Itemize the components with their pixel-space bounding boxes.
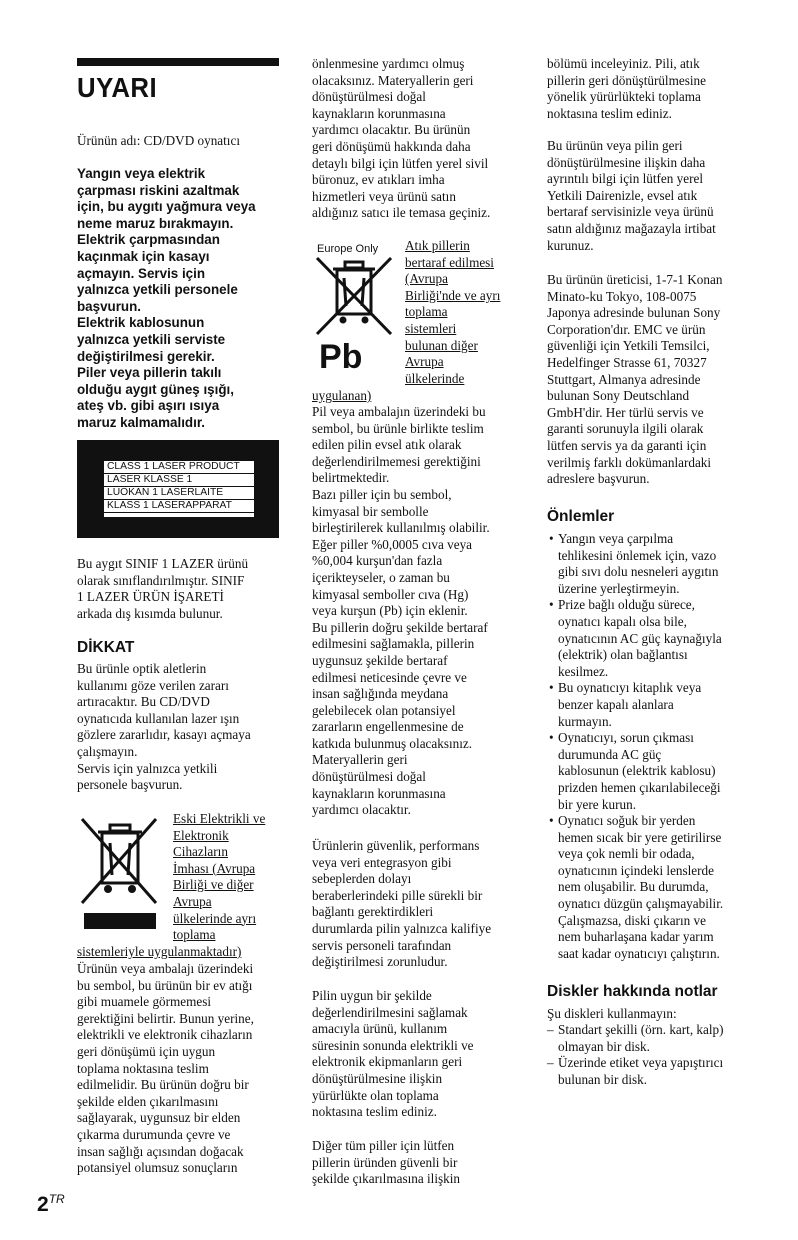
text-line: sembol, bu ürünle birlikte teslim (312, 420, 484, 436)
europe-only-label: Europe Only (317, 243, 379, 255)
text-line: GmbH'dir. Her türlü servis ve (547, 404, 704, 420)
text-line: yardımcı olacaktır. (312, 802, 411, 818)
text-line: dönüştürülmesine ilişkin daha (547, 154, 706, 170)
list-item-line: • Oynatıcıyı, sorun çıkması (558, 730, 694, 746)
text-line: Pil veya ambalajın üzerindeki bu (312, 404, 486, 419)
battery-heading-line: bertaraf edilmesi (405, 254, 494, 270)
text-line: beraberlerindeki pille sürekli bir (312, 887, 483, 903)
list-item-line: oynatıcının içindeki lenslerde (558, 862, 715, 878)
list-item-line: nem buharlaşana kadar yarım (558, 929, 714, 945)
battery-heading-line: Avrupa (405, 354, 444, 370)
battery-heading-line: Atık pillerin (405, 238, 470, 253)
text-line: aldığınız satıcı ile temasa geçiniz. (312, 205, 491, 221)
text-line: noktasına teslim ediniz. (547, 105, 672, 121)
laser-text (77, 556, 282, 622)
text-line: değerlendirilmesini sağlamak (312, 1004, 468, 1020)
text-line: çıkarma durumunda çevre ve (77, 1126, 231, 1142)
text-line: noktasına teslim ediniz. (312, 1104, 437, 1120)
list-item-line: – Üzerinde etiket veya yapıştırıcı (558, 1055, 724, 1071)
disc-intro: Şu diskleri kullanmayın: (547, 1006, 677, 1021)
warning-line: yalnızca yetkili serviste (77, 331, 226, 347)
weee-tail: sistemleriyle uygulanmaktadır) (77, 944, 242, 959)
text-line: bölümü inceleyiniz. Pili, atık (547, 56, 700, 71)
text-line: edilmelidir. Bu ürünün doğru bir (77, 1077, 249, 1093)
text-line: şekilde çıkarılmasına ilişkin (312, 1171, 460, 1187)
text-line: 1 LAZER ÜRÜN İŞARETİ (77, 589, 224, 605)
text-line: dönüştürülmesine ilişkin (312, 1070, 443, 1086)
laser-label (104, 461, 254, 517)
text-line: yardımcı olacaktır. Bu ürünün (312, 122, 471, 138)
battery-heading-line: sistemleri (405, 320, 457, 336)
battery-heading-line: ülkelerinde (405, 370, 465, 386)
product-name: Ürünün adı: CD/DVD oynatıcı (77, 133, 240, 148)
text-line: lütfen servis ya da garanti için (547, 437, 707, 453)
text-line: değiştirilmesi zorunludur. (312, 954, 448, 970)
text-line: Bu ürünün veya pilin geri (547, 138, 683, 153)
text-line: sağlayarak, uygunsuz bir elden (77, 1110, 241, 1126)
weee-heading-line: Eski Elektrikli ve (173, 811, 266, 826)
text-line: değerlendirilmemesi gerektiğini (312, 453, 481, 469)
laser-label-line: KLASS 1 LASERAPPARAT (104, 500, 254, 513)
text-line: Corporation'dır. EMC ve ürün (547, 321, 706, 337)
battery-heading (405, 238, 500, 387)
weee-bin-icon (80, 815, 160, 935)
battery-text (312, 404, 527, 819)
weee-text (77, 961, 282, 1177)
text-line: uygunsuz şekilde bertaraf (312, 652, 448, 668)
list-item (547, 730, 762, 813)
list-item (547, 813, 762, 962)
text-line: Stuttgart, Almanya adresinde (547, 371, 701, 387)
list-item-line: • Prize bağlı olduğu sürece, (558, 597, 695, 613)
dikkat-text (77, 661, 282, 794)
list-item-line: veya çok nemli bir odada, (558, 846, 695, 862)
text-line: pillerin üründen güvenli bir (312, 1154, 458, 1170)
text-line: kurunuz. (547, 237, 594, 253)
battery-tail: uygulanan) (312, 388, 372, 403)
text-line: içerikteyseler, o zaman bu (312, 569, 450, 585)
text-line: ayrıntılı bilgi için lütfen yerel (547, 171, 704, 187)
list-item (547, 1022, 767, 1055)
list-item-line: üzerine yerleştirmeyin. (558, 580, 680, 596)
weee-heading-line: İmhası (Avrupa (173, 860, 256, 876)
list-item-line: (elektrik) olan bağlantısı (558, 647, 688, 663)
warning-line: maruz kalmamalıdır. (77, 414, 206, 430)
text-line: amacıyla ürünü, kullanım (312, 1021, 448, 1037)
onlemler-heading: Önlemler (547, 508, 615, 525)
warning-line: Yangın veya elektrik (77, 166, 206, 181)
text-line: Ürünün veya ambalajı üzerindeki (77, 961, 254, 976)
text-line: geri dönüşümü hakkında daha (312, 138, 471, 154)
list-item (547, 680, 762, 730)
text-line: Diğer tüm piller için lütfen (312, 1138, 455, 1153)
pb-label: Pb (319, 338, 363, 374)
text-line: veya kurşun (Pb) için eklenir. (312, 603, 468, 619)
text-line: servis personeli tarafından (312, 937, 452, 953)
dikkat-heading: DİKKAT (77, 639, 135, 656)
list-item-line: durumunda AC güç (558, 746, 662, 762)
text-line: Bu ürünle optik aletlerin (77, 661, 207, 676)
battery-heading-line: toplama (405, 304, 448, 320)
text-line: detaylı bilgi için lütfen yerel sivil (312, 155, 489, 171)
warning-line: Elektrik çarpmasından (77, 232, 220, 248)
warning-line: yalnızca yetkili personele (77, 282, 238, 298)
text-line: verilmiş farklı dokümanlardaki (547, 454, 712, 470)
text-line: bulunan Sony Deutschland (547, 388, 690, 404)
text-line: belirtmektedir. (312, 470, 390, 486)
text-line: kullanımı göze verilen zararı (77, 677, 229, 693)
list-item-line: prizden hemen çıkarılabileceği (558, 779, 721, 795)
col3-p3 (547, 272, 762, 488)
onlemler-list (547, 531, 762, 962)
text-line: Minato-ku Tokyo, 108-0075 (547, 288, 697, 304)
text-line: gibi muamele görmemesi (77, 994, 212, 1010)
list-item-line: nem oluşabilir. Bu durumda, (558, 879, 709, 895)
warning-line: ateş vb. gibi aşırı ısıya (77, 398, 220, 414)
col2-top-text (312, 56, 527, 222)
battery-heading-line: Birliği'nde ve ayrı (405, 287, 501, 303)
list-item-line: Çalışmazsa, diski çıkarın ve (558, 912, 706, 928)
list-item-line: gibi sıvı dolu nesneleri aygıtın (558, 564, 719, 580)
disposal-text (312, 988, 527, 1121)
list-item-line: olmayan bir disk. (558, 1038, 650, 1054)
warning-line: için, bu aygıtı yağmura veya (77, 199, 256, 215)
laser-label-line: LASER KLASSE 1 (104, 474, 254, 487)
battery-heading-line: bulunan diğer (405, 337, 478, 353)
text-line: Materyallerin geri (312, 752, 408, 768)
text-line: katkıda bulunmuş olacaksınız. (312, 735, 473, 751)
battery-bin-icon (313, 240, 397, 374)
list-item-line: – Standart şekilli (örn. kart, kalp) (558, 1022, 724, 1037)
list-item (547, 1055, 767, 1088)
warning-line: neme maruz bırakmayın. (77, 215, 234, 231)
weee-heading-line: Avrupa (173, 893, 212, 909)
warning-line: Elektrik kablosunun (77, 315, 205, 331)
text-line: Pilin uygun bir şekilde (312, 988, 432, 1003)
list-item (547, 531, 762, 597)
text-line: bertaraf servisinizle veya ürünü (547, 204, 714, 220)
weee-heading-line: Elektronik (173, 827, 229, 843)
text-line: adreslere başvurun. (547, 471, 650, 487)
text-line: insan sağlığı açısından doğacak (77, 1143, 244, 1159)
col3-p1 (547, 56, 762, 122)
weee-heading-line: toplama (173, 927, 216, 943)
list-item-line: bir yere kurun. (558, 796, 636, 812)
text-line: Hedelfinger Strasse 61, 70327 (547, 354, 707, 370)
text-line: Bu ürünün üreticisi, 1-7-1 Konan (547, 272, 723, 287)
list-item-line: benzer kapalı alanlara (558, 696, 674, 712)
text-line: %0,004 kurşun'dan fazla (312, 553, 443, 569)
list-item-line: kablosunun (elektrik kablosu) (558, 763, 716, 779)
list-item-line: oynatıcının AC güç kaynağıyla (558, 630, 722, 646)
text-line: insan sağlığında meydana (312, 686, 449, 702)
text-line: Bazı piller için bu sembol, (312, 486, 452, 502)
col3-p2 (547, 138, 762, 254)
text-line: birleştirilerek kullanılmış olabilir. (312, 520, 490, 536)
safety-text (312, 838, 527, 971)
text-line: geri dönüşümü için uygun (77, 1043, 216, 1059)
text-line: büronuz, ev atıkları imha (312, 172, 445, 188)
list-item-line: hemen sıcak bir yere getirilirse (558, 829, 722, 845)
text-line: veya veri entegrasyon gibi (312, 854, 452, 870)
text-line: dönüştürülmesi doğal (312, 89, 426, 105)
text-line: artıracaktır. Bu CD/DVD (77, 694, 210, 710)
text-line: Japonya adresinde bulunan Sony (547, 305, 721, 321)
text-line: edilen pilin evsel atık olarak (312, 437, 462, 453)
text-line: önlenmesine yardımcı olmuş (312, 56, 465, 71)
text-line: Eğer piller %0,0005 cıva veya (312, 536, 473, 552)
list-item-line: • Oynatıcı soğuk bir yerden (558, 813, 696, 829)
text-line: elektronik ekipmanların geri (312, 1054, 463, 1070)
warning-line: olduğu aygıt güneş ışığı, (77, 381, 234, 397)
text-line: potansiyel olumsuz sonuçların (77, 1160, 238, 1176)
weee-heading-line: Cihazların (173, 844, 228, 860)
text-line: güvenliği için Yetkili Temsilci, (547, 338, 710, 354)
text-line: dönüştürülmesi doğal (312, 769, 426, 785)
disc-list (547, 1022, 767, 1088)
text-line: sebeplerden dolayı (312, 871, 412, 887)
text-line: çalışmayın. (77, 743, 138, 759)
text-line: toplama noktasına teslim (77, 1060, 209, 1076)
text-line: durumlarda pilin yalnızca kalifiye (312, 920, 492, 936)
warning-line: Piler veya pillerin takılı (77, 365, 222, 381)
text-line: elektrikli ve elektronik cihazların (77, 1027, 253, 1043)
text-line: arkada dış kısımda bulunur. (77, 605, 223, 621)
text-line: gerektiğini belirtir. Bunun yerine, (77, 1010, 254, 1026)
page-number: $2^{TR}$ (37, 1192, 65, 1216)
text-line: Bu pillerin doğru şekilde bertaraf (312, 619, 488, 635)
text-line: edilmesini sağlamakla, pillerin (312, 636, 475, 652)
text-line: gözlere zararlıdır, kasayı açmaya (77, 727, 251, 743)
list-item (547, 597, 762, 680)
text-line: Yetkili Dairenizle, evsel atık (547, 187, 698, 203)
text-line: bağlantı gerektirdikleri (312, 904, 434, 920)
list-item-line: kesilmez. (558, 663, 609, 679)
text-line: yönelik yürürlükteki toplama (547, 89, 701, 105)
text-line: hizmetleri veya ürünü satın (312, 188, 456, 204)
text-line: kaynakların korunmasına (312, 105, 446, 121)
text-line: kaynakların korunmasına (312, 785, 446, 801)
title-rule (77, 58, 279, 66)
text-line: kimyasal bir sembolle (312, 503, 429, 519)
weee-heading (173, 811, 265, 944)
text-line: oynatıcıda kullanılan lazer ışın (77, 710, 240, 726)
text-line: satın aldığınız mağazayla irtibat (547, 220, 716, 236)
text-line: Ürünlerin güvenlik, performans (312, 838, 480, 853)
text-line: personele başvurun. (77, 777, 183, 793)
warning-line: değiştirilmesi gerekir. (77, 348, 215, 364)
text-line: gelebilecek olan potansiyel (312, 702, 456, 718)
page-title: UYARI (77, 72, 158, 103)
laser-label-line: CLASS 1 LASER PRODUCT (104, 461, 254, 474)
list-item-line: • Yangın veya çarpılma (558, 531, 674, 546)
list-item-line: oynatıcı düzgün çalışmayabilir. (558, 896, 724, 912)
disc-heading: Diskler hakkında notlar (547, 983, 718, 1000)
text-line: olacaksınız. Materyallerin geri (312, 72, 474, 88)
battery-heading-line: (Avrupa (405, 271, 448, 287)
laser-label-box (77, 440, 279, 538)
text-line: olarak sınıflandırılmıştır. SINIF (77, 572, 245, 588)
weee-heading-line: Birliği ve diğer (173, 877, 254, 893)
text-line: Bu aygıt SINIF 1 LAZER ürünü (77, 556, 249, 571)
list-item-line: saat kadar oynatıcıyı çalıştırın. (558, 945, 720, 961)
other-text (312, 1138, 527, 1188)
warning-line: çarpması riskini azaltmak (77, 182, 240, 198)
weee-heading-line: ülkelerinde ayrı (173, 910, 257, 926)
text-line: süresinin sonunda elektrikli ve (312, 1037, 474, 1053)
laser-label-line: LUOKAN 1 LASERLAITE (104, 487, 254, 500)
text-line: garanti sorunuyla ilgili olarak (547, 421, 704, 437)
text-line: pillerin geri dönüştürülmesine (547, 72, 706, 88)
list-item-line: oynatıcı kapalı olsa bile, (558, 613, 687, 629)
text-line: zararların engellenmesine de (312, 719, 464, 735)
list-item-line: tehlikesini önlemek için, vazo (558, 547, 717, 563)
warning-line: kaçınmak için kasayı (77, 248, 210, 264)
list-item-line: bulunan bir disk. (558, 1071, 648, 1087)
text-line: kimyasal semboller cıva (Hg) (312, 586, 469, 602)
list-item-line: kurmayın. (558, 713, 612, 729)
text-line: bu sembol, bu ürünün bir ev atığı (77, 977, 253, 993)
text-line: şekilde elden çıkarılmasını (77, 1093, 219, 1109)
text-line: edilmesi neticesinde çevre ve (312, 669, 467, 685)
warning-block (77, 166, 287, 432)
list-item-line: • Bu oynatıcıyı kitaplık veya (558, 680, 702, 696)
text-line: Servis için yalnızca yetkili (77, 760, 218, 776)
warning-line: başvurun. (77, 298, 141, 314)
text-line: yürürlükte olan toplama (312, 1087, 439, 1103)
warning-line: açmayın. Servis için (77, 265, 206, 281)
